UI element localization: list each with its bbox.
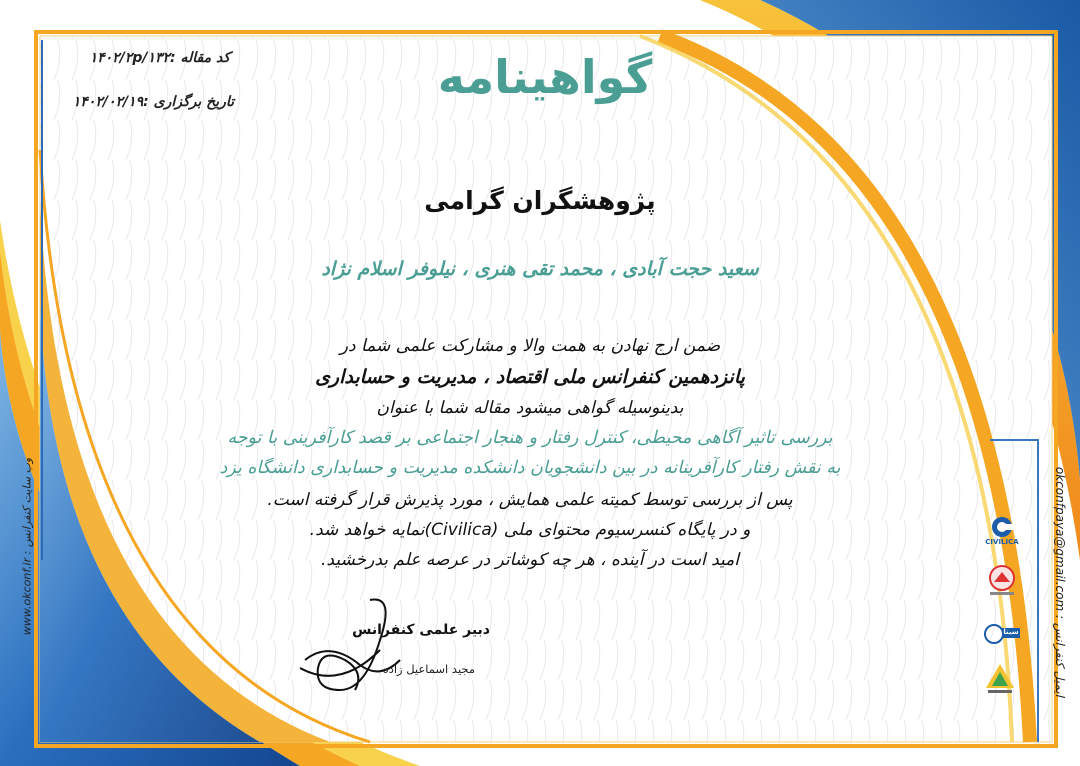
body-line-7: و در پایگاه کنسرسیوم محتوای ملی (Civilica)نمایه خواهد شد.: [309, 520, 751, 540]
sina-logo-label: سینا: [1003, 628, 1019, 636]
authors-line: سعید حجت آبادی ، محمد تقی هنری ، نیلوفر اسلام نژاد: [321, 258, 759, 280]
signature-name: مجید اسماعیل زاده: [382, 662, 475, 676]
sponsor-logo-2: [984, 562, 1020, 598]
greeting-heading: پژوهشگران گرامی: [424, 186, 656, 215]
paper-title-line-2: به نقش رفتار کارآفرینانه در بین دانشجویان دانشکده مدیریت و حسابداری دانشگاه یزد: [219, 458, 841, 478]
body-line-3: بدینوسیله گواهی میشود مقاله شما با عنوان: [376, 398, 684, 418]
certificate-title: گواهینامه: [437, 50, 653, 104]
event-date: تاریخ برگزاری :۱۴۰۲/۰۲/۱۹: [72, 94, 234, 110]
conference-website: وب سایت کنفرانس : www.okconf.ir: [20, 457, 34, 636]
article-code: کد مقاله :۱۴۰۲/۲p/۱۳۲: [89, 50, 230, 66]
signature-role: دبیر علمی کنفرانس: [352, 622, 490, 638]
body-line-6: پس از بررسی توسط کمیته علمی همایش ، مورد پذیرش قرار گرفته است.: [267, 490, 793, 510]
body-line-1: ضمن ارج نهادن به همت والا و مشارکت علمی شما در: [339, 336, 721, 356]
civilica-logo: [984, 514, 1020, 550]
sponsor-logo-4: [982, 660, 1018, 696]
conference-email: ایمیل کنفرانس : okconfpaya@gmail.com: [1053, 466, 1067, 697]
civilica-logo-label: CIVILICA: [985, 538, 1019, 546]
sina-logo: [982, 616, 1022, 652]
body-line-8: امید است در آینده ، هر چه کوشاتر در عرصه علم بدرخشید.: [321, 550, 739, 570]
conference-name: پانزدهمین کنفرانس ملی اقتصاد ، مدیریت و حسابداری: [315, 366, 745, 388]
paper-title-line-1: بررسی تاثیر آگاهی محیطی، کنترل رفتار و هنجار اجتماعی بر قصد کارآفرینی با توجه: [227, 428, 833, 448]
